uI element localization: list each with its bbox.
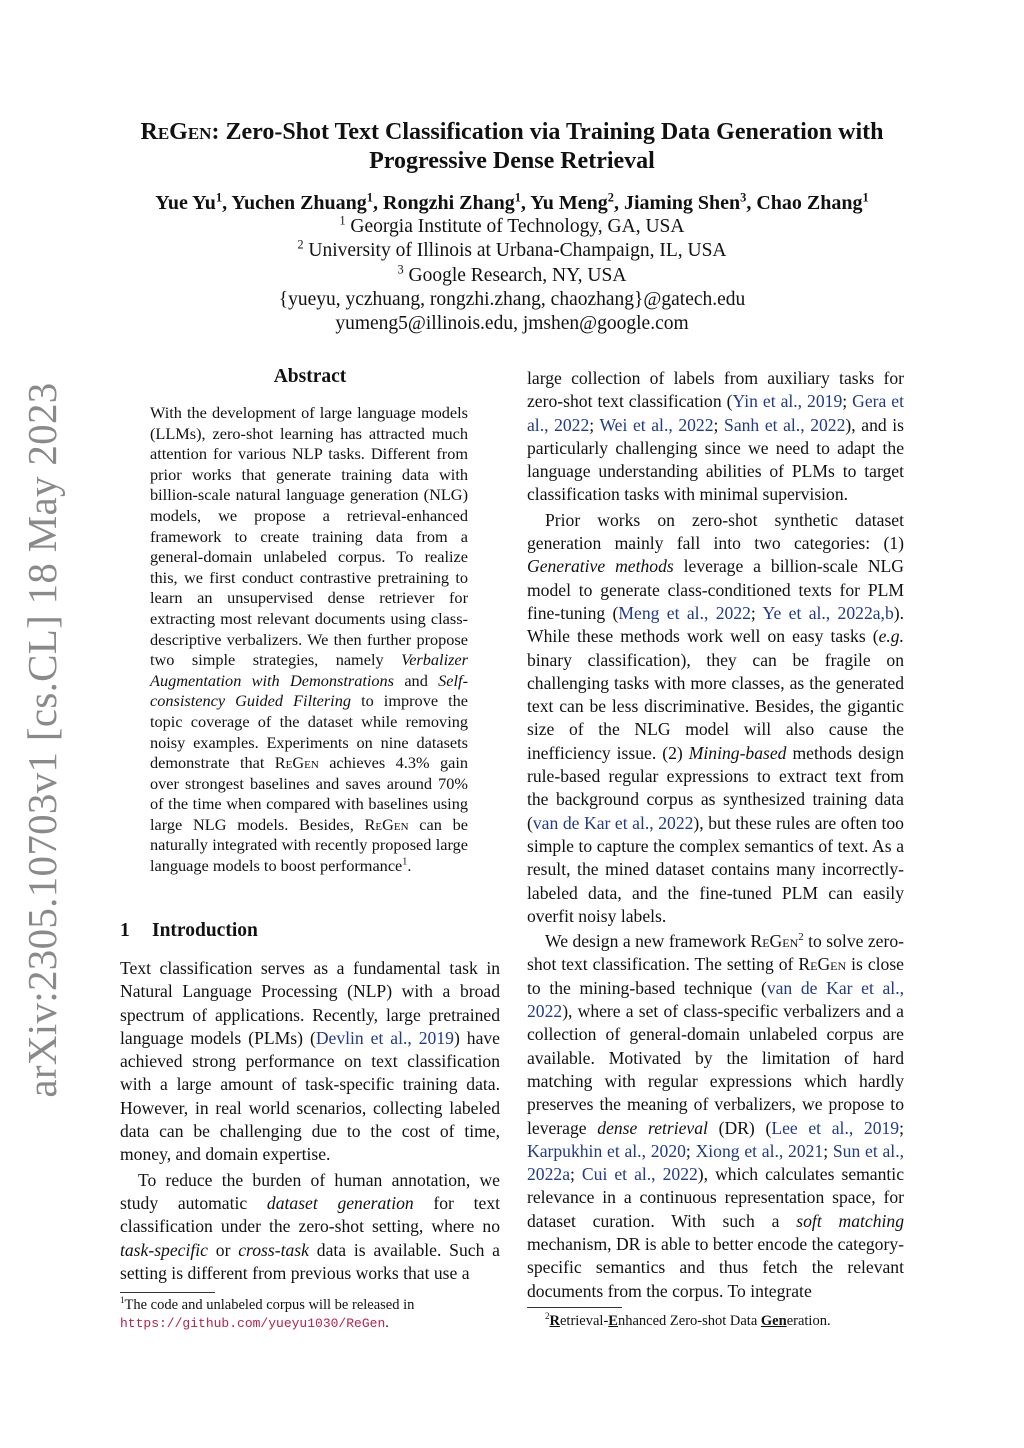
- abstract-heading: Abstract: [273, 366, 347, 387]
- code-url-link[interactable]: https://github.com/yueyu1030/ReGen: [120, 1316, 386, 1331]
- citation-link[interactable]: Sanh et al., 2022: [724, 414, 846, 435]
- citation-link[interactable]: Gera et al., 2022: [527, 391, 904, 435]
- citation-link[interactable]: Karpukhin et al., 2020: [527, 1140, 686, 1161]
- email-line: {yueyu, yczhuang, rongzhi.zhang, chaozhang}@gatech.edu: [278, 288, 746, 310]
- title-acronym: ReGen: [140, 119, 212, 145]
- footnote-mark: 2: [798, 931, 804, 944]
- author-name: Rongzhi Zhang: [383, 192, 515, 214]
- paragraph: We design a new framework ReGen$^2$ to solve zero-shot text classification. The setting of ReGen is close to the mining-based technique (van de Kar et al., 2022), where a set of class-specific verbalizers and a collection of general-domain unlabeled corpus are available. Motivated by the limitation of hard matching with regular expressions which hardly preserves the meaning of verbalizers, we propose to leverage dense retrieval (DR) (Lee et al., 2019; Karpukhin et al., 2020; Xiong et al., 2021; Sun et al., 2022a; Cui et al., 2022), which calculates semantic relevance in a continuous representation space, for dataset curation. With such a soft matching mechanism, DR is able to better encode the category-specific semantics and thus fetch the relevant documents from the corpus. To integrate: [527, 931, 905, 1301]
- regen-name: ReGen: [798, 954, 847, 975]
- citation-link[interactable]: van de Kar et al., 2022: [532, 812, 694, 833]
- title-line-2: Progressive Dense Retrieval: [369, 148, 655, 174]
- arxiv-side-stamp: [12, 382, 72, 1098]
- method-name: Verbalizer Augmentation with Demonstrations: [150, 650, 468, 690]
- citation-link[interactable]: Sun et al., 2022a: [527, 1140, 904, 1185]
- author-affiliation-mark: 1: [215, 190, 223, 205]
- citation-link[interactable]: Cui et al., 2022: [581, 1164, 698, 1185]
- abstract-body: With the development of large language models (LLMs), zero-shot learning has attracted much attention for various NLP tasks. Different from prior works that generate training data with billion-scale natural language generation (NLG) models, we propose a retrieval-enhanced framework to create training data from a general-domain unlabeled corpus. To realize this, we first conduct contrastive pretraining to learn an unsupervised dense retriever for extracting most relevant documents using class-descriptive verbalizers. We then further propose two simple strategies, namely Verbalizer Augmentation with Demonstrations and Self-consistency Guided Filtering to improve the topic coverage of the dataset while removing noisy examples. Experiments on nine datasets demonstrate that ReGen achieves 4.3% gain over strongest baselines and saves around 70% of the time when compared with baselines using large NLG models. Besides, ReGen can be naturally integrated with recently proposed large language models to boost performance$^1$.: [150, 403, 469, 876]
- citation-link[interactable]: Ye et al., 2022a,b: [762, 602, 894, 623]
- title-line-1: : Zero-Shot Text Classification via Training Data Generation with: [211, 119, 884, 145]
- paper-title: [110, 118, 914, 176]
- introduction-body: [120, 957, 500, 1285]
- footnote-1: $^1$The code and unlabeled corpus will be released in https://github.com/yueyu1030/ReGen.: [120, 1295, 415, 1331]
- footnote-divider: [527, 1307, 622, 1308]
- footnote-2: $^2$Retrieval-Enhanced Zero-shot Data Generation.: [545, 1311, 831, 1329]
- author-name: Yuchen Zhuang: [231, 192, 367, 214]
- author-affiliation-mark: 2: [607, 190, 614, 205]
- email-line: yumeng5@illinois.edu, jmshen@google.com: [335, 313, 689, 335]
- citation-link[interactable]: Xiong et al., 2021: [695, 1140, 824, 1161]
- citation-link[interactable]: van de Kar et al., 2022: [527, 977, 904, 1022]
- affiliation-line: $^3$ Google Research, NY, USA: [397, 262, 627, 286]
- affiliation-line: $^2$ University of Illinois at Urbana-Champaign, IL, USA: [297, 237, 727, 262]
- arxiv-identifier: arXiv:2305.10703v1 [cs.CL] 18 May 2023: [19, 382, 65, 1098]
- affiliation-line: $^1$ Georgia Institute of Technology, GA, USA: [339, 213, 685, 237]
- author-name: Chao Zhang: [756, 192, 863, 214]
- citation-link[interactable]: Wei et al., 2022: [599, 414, 714, 435]
- regen-name: ReGen: [364, 814, 409, 834]
- affiliations: [110, 215, 914, 336]
- footnote-divider: [120, 1292, 215, 1293]
- author-name: Yu Meng: [530, 192, 608, 214]
- footnote-mark: 1: [402, 856, 408, 868]
- author-list: Yue Yu$^1$, Yuchen Zhuang$^1$, Rongzhi Zhang$^1$, Yu Meng$^2$, Jiaming Shen$^3$, Chao Zhang$^1$: [155, 190, 869, 214]
- citation-link[interactable]: Devlin et al., 2019: [315, 1027, 454, 1048]
- section-heading-introduction: 1 Introduction: [120, 920, 258, 941]
- author-affiliation-mark: 1: [514, 190, 521, 205]
- citation-link[interactable]: Lee et al., 2019: [771, 1117, 900, 1138]
- author-affiliation-mark: 3: [740, 190, 747, 205]
- right-column-body: [527, 367, 904, 1303]
- author-name: Yue Yu: [155, 192, 216, 214]
- regen-name: ReGen: [274, 753, 319, 773]
- author-affiliation-mark: 1: [366, 190, 373, 205]
- method-name: Self-consistency Guided Filtering: [150, 670, 468, 711]
- author-affiliation-mark: 1: [862, 190, 869, 205]
- paragraph: Text classification serves as a fundamental task in Natural Language Processing (NLP) with a broad spectrum of applications. Recently, large pretrained language models (PLMs) (Devlin et al., 2019) have achieved strong performance on text classification with a large amount of task-specific training data. However, in real world scenarios, collecting labeled data can be challenging due to the cost of time, money, and domain expertise.: [120, 958, 500, 1165]
- paragraph: large collection of labels from auxiliary tasks for zero-shot text classification (Yin et al., 2019; Gera et al., 2022; Wei et al., 2022; Sanh et al., 2022), and is particularly challenging since we need to adapt the language understanding abilities of PLMs to target classification tasks with minimal supervision.: [527, 368, 904, 505]
- citation-link[interactable]: Yin et al., 2019: [732, 391, 843, 412]
- paragraph: Prior works on zero-shot synthetic dataset generation mainly fall into two categories: (1) Generative methods leverage a billion-scale NLG model to generate class-conditioned texts for PLM fine-tuning (Meng et al., 2022; Ye et al., 2022a,b). While these methods work well on easy tasks (e.g. binary classification), they can be fragile on challenging tasks with more classes, as the generated text can be less discriminative. Besides, the gigantic size of the NLG model will also cause the inefficiency issue. (2) Mining-based methods design rule-based regular expressions to extract text from the background corpus as synthesized training data (van de Kar et al., 2022), but these rules are often too simple to capture the complex semantics of text. As a result, the mined dataset contains many incorrectly-labeled data, and the fine-tuned PLM can easily overfit noisy labels.: [527, 509, 905, 926]
- author-name: Jiaming Shen: [624, 192, 741, 214]
- citation-link[interactable]: Meng et al., 2022: [618, 602, 751, 623]
- paragraph: To reduce the burden of human annotation, we study automatic dataset generation for text classification under the zero-shot setting, where no task-specific or cross-task data is available. Such a setting is different from previous works that use a: [120, 1169, 501, 1283]
- regen-name: ReGen: [750, 931, 799, 952]
